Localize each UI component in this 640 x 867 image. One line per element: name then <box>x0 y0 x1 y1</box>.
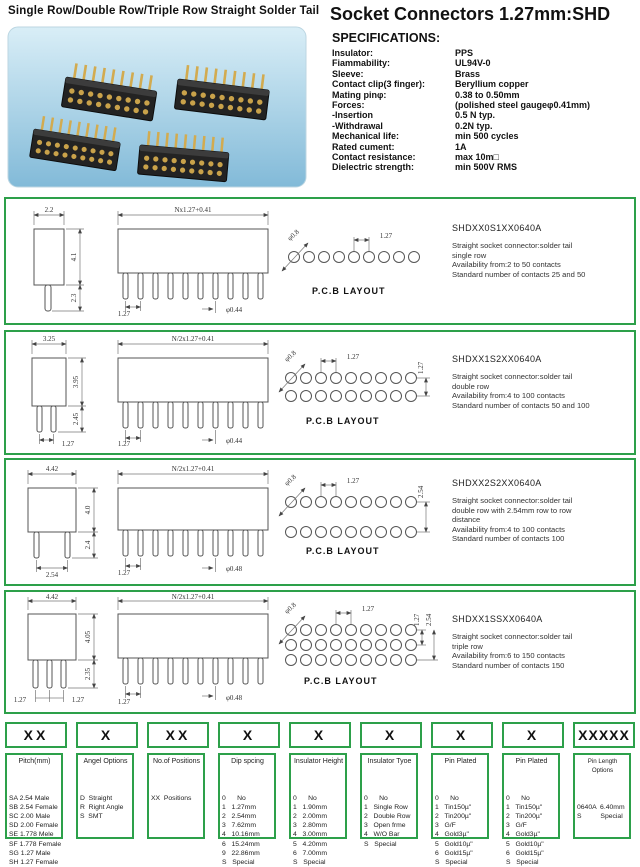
spec-row <box>332 69 632 79</box>
option-item: 4 Gold3µ" <box>435 831 469 839</box>
part-number: SHDXX0S1XX0640A <box>452 223 542 233</box>
specifications-list <box>332 48 632 173</box>
description-line: Availability from:2 to 50 contacts <box>452 260 561 270</box>
dim-pitch: 1.27 <box>117 310 131 318</box>
order-code-header-height: X <box>289 722 351 748</box>
column-title: Dip spcing <box>231 758 264 765</box>
dim-side-bottom-right: 1.27 <box>71 696 85 704</box>
option-item: 6 Gold15µ" <box>435 849 473 857</box>
front-view <box>118 206 268 318</box>
pcb-layout-label: P.C.B LAYOUT <box>304 676 378 686</box>
spec-row <box>332 90 632 100</box>
column-items <box>435 766 486 867</box>
option-item: S SMT <box>80 813 103 821</box>
section-text <box>452 354 630 410</box>
spec-label: Contact resistance: <box>332 152 416 163</box>
spec-value: 1A <box>455 141 467 152</box>
description-line: Straight socket connector:solder tail <box>452 632 573 641</box>
column-items <box>364 766 415 849</box>
column-title: Pin Plated <box>444 758 477 765</box>
dim-side-bottom-left: 1.27 <box>13 696 27 704</box>
option-item: SH 1.27 Female <box>9 859 59 867</box>
dim-side-pin: 2.3 <box>70 293 78 303</box>
technical-drawing-double-row-254 <box>6 460 456 580</box>
option-item: 4 Gold3µ" <box>506 831 540 839</box>
dim-hole-dia: φ0.8 <box>285 227 301 243</box>
side-view <box>28 465 98 579</box>
front-view <box>118 335 268 448</box>
section-text <box>452 478 630 544</box>
column-items <box>80 766 131 821</box>
dim-hole-pitch: 1.27 <box>346 477 360 485</box>
description-line: distance <box>452 515 481 525</box>
order-option-type <box>360 753 418 848</box>
option-item: 6 15.24mm <box>222 840 260 848</box>
dim-hole-dia: φ0.8 <box>282 600 298 616</box>
dim-front-top: N/2x1.27+0.41 <box>171 335 215 343</box>
dim-side-width: 4.42 <box>45 465 59 473</box>
option-item: 5 Gold10µ" <box>506 840 544 848</box>
order-option-angle <box>76 753 134 839</box>
spec-value: UL94V-0 <box>455 58 491 69</box>
column-items <box>9 766 60 867</box>
option-item: 1 Tin150µ" <box>435 803 472 811</box>
spec-label: Insulator: <box>332 48 374 58</box>
column-title: Angel Options <box>83 758 128 765</box>
option-item: 0 No <box>222 794 246 802</box>
option-item: 5 Gold10µ" <box>435 840 473 848</box>
pcb-layout-label: P.C.B LAYOUT <box>306 416 380 426</box>
pcb-layout <box>279 601 438 686</box>
option-item: 4 3.00mm <box>293 831 327 839</box>
dim-side-width: 2.2 <box>44 206 54 214</box>
column-items <box>151 766 202 803</box>
spec-row <box>332 131 632 141</box>
option-item: S Special <box>364 840 397 848</box>
spec-row <box>332 48 632 58</box>
description-line: single row <box>452 250 487 260</box>
description-line: double row <box>452 381 490 391</box>
part-description <box>452 632 630 670</box>
spec-label: -Insertion <box>332 110 374 121</box>
technical-drawing-single-row <box>6 199 456 319</box>
dim-hole-pitch: 1.27 <box>361 605 375 613</box>
option-item: 3 G/F <box>435 822 456 830</box>
option-item: SC 2.00 Male <box>9 813 51 821</box>
spec-value: 0.38 to 0.50mm <box>455 89 520 100</box>
order-code-header-pin-length: XXXXX <box>573 722 635 748</box>
pcb-layout <box>282 228 420 296</box>
section-text <box>452 614 630 670</box>
part-number: SHDXX1S2XX0640A <box>452 354 542 364</box>
option-item: SD 2.00 Female <box>9 822 59 830</box>
option-item: S Special <box>222 859 255 867</box>
spec-row <box>332 152 632 162</box>
spec-value: min 500 cycles <box>455 131 519 142</box>
order-code-header-dip: X <box>218 722 280 748</box>
dim-pin-dia: φ0.48 <box>225 694 243 702</box>
option-item: 2 Tin200µ" <box>435 813 472 821</box>
option-item: SA 2.54 Male <box>9 794 50 802</box>
dim-hole-pitch: 1.27 <box>346 353 360 361</box>
column-title: No.of Positions <box>152 758 201 765</box>
dim-front-top: Nx1.27+0.41 <box>174 206 212 214</box>
spec-label: Sleeve: <box>332 68 364 79</box>
option-item: 6 7.00mm <box>293 849 327 857</box>
option-item: S Special <box>435 859 468 867</box>
dim-side-height: 3.95 <box>72 375 80 389</box>
side-view <box>32 335 86 448</box>
spec-value: min 500V RMS <box>455 162 518 173</box>
option-item: 1 Single Row <box>364 803 408 811</box>
option-item: 9 22.86mm <box>222 849 260 857</box>
dim-side-height: 4.05 <box>84 630 92 644</box>
order-option-plating1 <box>431 753 489 867</box>
option-item: SE 1.778 Mele <box>9 831 54 839</box>
dim-side-width: 3.25 <box>42 335 56 343</box>
option-item: S Special <box>293 859 326 867</box>
option-item: 4 10.16mm <box>222 831 260 839</box>
page-subtitle: Single Row/Double Row/Triple Row Straight Solder Tail <box>8 5 320 17</box>
spec-value: 0.5 N typ. <box>455 110 496 121</box>
specifications-heading: SPECIFICATIONS: <box>332 31 441 45</box>
spec-label: Dielectric strength: <box>332 162 415 173</box>
technical-drawing-triple-row <box>6 592 456 708</box>
option-item: 0 No <box>506 794 530 802</box>
option-item: 0 No <box>364 794 388 802</box>
description-line: Standard number of contacts 100 <box>452 534 565 544</box>
spec-value: Beryllium copper <box>455 79 529 90</box>
dim-side-bottom: 2.54 <box>45 571 59 579</box>
front-view <box>118 593 268 706</box>
page-title: Socket Connectors 1.27mm:SHD <box>330 4 611 24</box>
option-item: 0640A 6.40mm <box>577 803 625 811</box>
part-description <box>452 241 630 279</box>
front-view <box>118 465 268 577</box>
order-option-pitch <box>5 753 63 867</box>
column-title: Pin Plated <box>515 758 548 765</box>
dim-side-pin: 2.45 <box>72 412 80 426</box>
option-item: 0 No <box>293 794 317 802</box>
section-text <box>452 223 630 279</box>
option-item: R Right Angle <box>80 803 124 811</box>
spec-row <box>332 121 632 131</box>
column-title: Insulator Height <box>293 758 344 765</box>
spec-label: Fiammability: <box>332 58 391 69</box>
option-item: SG 1.27 Male <box>9 849 51 857</box>
option-item: 0 No <box>435 794 459 802</box>
dim-pin-dia: φ0.44 <box>225 306 243 314</box>
dim-pin-dia: φ0.48 <box>225 565 243 573</box>
dim-row-pitch: 1.27 <box>417 361 425 374</box>
column-items <box>506 766 557 867</box>
spec-label: Contact clip(3 finger): <box>332 79 426 90</box>
dim-row-pitch-2: 2.54 <box>425 613 433 626</box>
order-code-header-plating1: X <box>431 722 493 748</box>
part-description <box>452 496 630 544</box>
product-photo <box>8 27 306 187</box>
spec-row <box>332 110 632 120</box>
option-item: 3 Open frme <box>364 822 406 830</box>
option-item: 2 2.54mm <box>222 813 256 821</box>
column-items <box>577 775 628 821</box>
option-item: XX Positions <box>151 794 192 802</box>
order-code-header-angle: X <box>76 722 138 748</box>
order-option-positions <box>147 753 205 839</box>
spec-row <box>332 58 632 68</box>
description-line: triple row <box>452 641 483 651</box>
order-code-header-positions: XX <box>147 722 209 748</box>
option-item: S Special <box>577 812 623 820</box>
order-code-header-pitch: XX <box>5 722 67 748</box>
option-item: 1 1.27mm <box>222 803 256 811</box>
option-item: 2 2.00mm <box>293 813 327 821</box>
description-line: Standard number of contacts 150 <box>452 660 565 670</box>
column-items <box>293 766 344 867</box>
spec-label: Forces: <box>332 100 365 111</box>
option-item: 2 Tin200µ" <box>506 813 543 821</box>
pcb-layout <box>279 473 430 556</box>
option-item: 4 W/O Bar <box>364 831 400 839</box>
side-view <box>14 593 98 704</box>
order-option-plating2 <box>502 753 560 867</box>
dim-side-pin: 2.35 <box>84 667 92 681</box>
option-item: SF 1.778 Female <box>9 840 62 848</box>
spec-row <box>332 142 632 152</box>
option-item: S Special <box>506 859 539 867</box>
spec-label: Mechanical life: <box>332 131 400 142</box>
drawing-section-triple-row <box>4 590 636 714</box>
description-line: Availability from:4 to 100 contacts <box>452 524 565 534</box>
part-number: SHDXX1SSXX0640A <box>452 614 543 624</box>
dim-hole-dia: φ0.8 <box>282 472 298 488</box>
dim-hole-dia: φ0.8 <box>282 348 298 364</box>
dim-front-top: N/2x1.27+0.41 <box>171 465 215 473</box>
order-option-dip <box>218 753 276 867</box>
description-line: Straight socket connector:solder tail <box>452 496 573 505</box>
dim-front-top: N/2x1.27+0.41 <box>171 593 215 601</box>
description-line: Straight socket connector:solder tail <box>452 241 573 250</box>
dim-pin-dia: φ0.44 <box>225 437 243 445</box>
dim-side-width: 4.42 <box>45 593 59 601</box>
description-line: double row with 2.54mm row to row <box>452 505 572 515</box>
option-item: D Straight <box>80 794 113 802</box>
description-line: Availability from:4 to 100 contacts <box>452 391 565 401</box>
option-item: 6 Gold15µ" <box>506 849 544 857</box>
option-item: 1 Tin150µ" <box>506 803 543 811</box>
spec-row <box>332 162 632 172</box>
option-item: 5 4.20mm <box>293 840 327 848</box>
spec-value: Brass <box>455 68 481 79</box>
description-line: Standard number of contacts 50 and 100 <box>452 400 590 410</box>
description-line: Availability from:6 to 150 contacts <box>452 651 565 661</box>
column-title: Insulator Tyoe <box>367 758 412 765</box>
technical-drawing-double-row <box>6 332 456 449</box>
drawing-section-double-row <box>4 330 636 455</box>
description-line: Standard number of contacts 25 and 50 <box>452 269 586 279</box>
spec-value: (polished steel gaugeφ0.41mm) <box>455 100 590 111</box>
option-item: 3 G/F <box>506 822 527 830</box>
pcb-layout-label: P.C.B LAYOUT <box>306 546 380 556</box>
dim-side-height: 4.0 <box>84 505 92 515</box>
option-item: 3 2.80mm <box>293 822 327 830</box>
column-items <box>222 766 273 867</box>
spec-label: -Withdrawal <box>332 120 383 131</box>
dim-pitch: 1.27 <box>117 569 131 577</box>
drawing-section-double-row-254 <box>4 458 636 586</box>
spec-value: PPS <box>455 48 474 58</box>
spec-row <box>332 79 632 89</box>
dim-side-bottom: 1.27 <box>61 440 75 448</box>
dim-row-pitch: 2.54 <box>417 485 425 498</box>
dim-hole-pitch: 1.27 <box>379 232 393 240</box>
order-option-pin-length <box>573 753 631 839</box>
spec-label: Rated cument: <box>332 141 395 152</box>
spec-value: 0.2N typ. <box>455 120 493 131</box>
pcb-layout-label: P.C.B LAYOUT <box>312 286 386 296</box>
dim-pitch: 1.27 <box>117 698 131 706</box>
spec-value: max 10m□ <box>455 152 499 163</box>
dim-side-height: 4.1 <box>70 252 78 262</box>
spec-label: Mating pinφ: <box>332 89 387 100</box>
spec-row <box>332 100 632 110</box>
order-code-header-type: X <box>360 722 422 748</box>
order-option-height <box>289 753 347 867</box>
column-title: Pitch(mm) <box>18 758 51 765</box>
side-view <box>34 206 84 311</box>
pcb-layout <box>279 349 430 426</box>
option-item: 3 7.62mm <box>222 822 256 830</box>
dim-row-pitch-1: 1.27 <box>413 613 421 626</box>
part-description <box>452 372 630 410</box>
option-item: SB 2.54 Female <box>9 803 58 811</box>
order-code-header-plating2: X <box>502 722 564 748</box>
description-line: Straight socket connector:solder tail <box>452 372 573 381</box>
option-item: 1 1.90mm <box>293 803 327 811</box>
column-title: Pin Length Options <box>587 758 618 774</box>
drawing-section-single-row <box>4 197 636 325</box>
dim-pitch: 1.27 <box>117 440 131 448</box>
dim-side-pin: 2.4 <box>84 540 92 550</box>
part-number: SHDXX2S2XX0640A <box>452 478 542 488</box>
option-item: 2 Double Row <box>364 813 411 821</box>
